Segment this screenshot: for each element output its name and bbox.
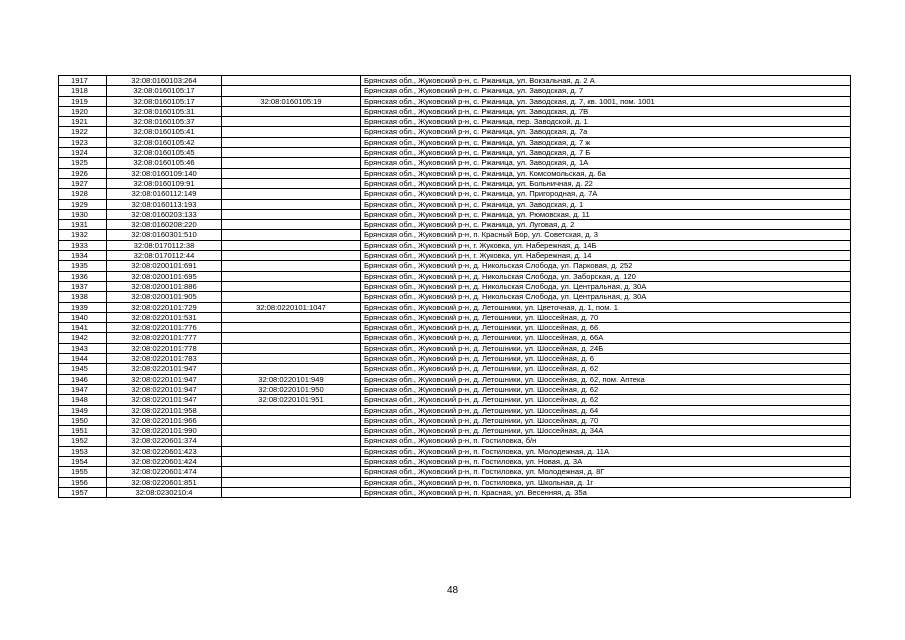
address-cell: Брянская обл., Жуковский р-н, д. Летошники, ул. Цветочная, д. 1, пом. 1 (361, 302, 851, 312)
table-row (59, 158, 851, 168)
row-number-cell: 1936 (59, 271, 107, 281)
sub-cadastral-number-cell: 32:08:0220101:1047 (222, 302, 361, 312)
address-cell: Брянская обл., Жуковский р-н, с. Ржаница, пер. Заводской, д. 1 (361, 117, 851, 127)
row-number-cell: 1931 (59, 220, 107, 230)
row-number-cell: 1922 (59, 127, 107, 137)
sub-cadastral-number-cell (222, 354, 361, 364)
cadastral-number-cell: 32:08:0220101:947 (107, 374, 222, 384)
address-cell: Брянская обл., Жуковский р-н, с. Ржаница, ул. Больничная, д. 22 (361, 178, 851, 188)
table-row (59, 281, 851, 291)
table-row (59, 374, 851, 384)
table-row (59, 384, 851, 394)
cadastral-number-cell: 32:08:0220101:778 (107, 343, 222, 353)
cadastral-number-cell: 32:08:0160105:42 (107, 137, 222, 147)
table-row (59, 199, 851, 209)
cadastral-number-cell: 32:08:0220601:423 (107, 446, 222, 456)
sub-cadastral-number-cell (222, 446, 361, 456)
cadastral-number-cell: 32:08:0160112:149 (107, 189, 222, 199)
cadastral-number-cell: 32:08:0160105:17 (107, 96, 222, 106)
sub-cadastral-number-cell: 32:08:0160105:19 (222, 96, 361, 106)
row-number-cell: 1923 (59, 137, 107, 147)
table-row (59, 117, 851, 127)
cadastral-number-cell: 32:08:0170112:44 (107, 251, 222, 261)
row-number-cell: 1920 (59, 106, 107, 116)
cadastral-number-cell: 32:08:0160105:45 (107, 148, 222, 158)
sub-cadastral-number-cell (222, 281, 361, 291)
row-number-cell: 1924 (59, 148, 107, 158)
table-row (59, 467, 851, 477)
row-number-cell: 1925 (59, 158, 107, 168)
row-number-cell: 1927 (59, 178, 107, 188)
row-number-cell: 1945 (59, 364, 107, 374)
row-number-cell: 1921 (59, 117, 107, 127)
table-row (59, 96, 851, 106)
row-number-cell: 1928 (59, 189, 107, 199)
address-cell: Брянская обл., Жуковский р-н, с. Ржаница, ул. Комсомольская, д. 6а (361, 168, 851, 178)
row-number-cell: 1953 (59, 446, 107, 456)
cadastral-number-cell: 32:08:0160105:31 (107, 106, 222, 116)
sub-cadastral-number-cell (222, 168, 361, 178)
table-row (59, 354, 851, 364)
sub-cadastral-number-cell (222, 127, 361, 137)
row-number-cell: 1949 (59, 405, 107, 415)
cadastral-number-cell: 32:08:0160113:193 (107, 199, 222, 209)
address-cell: Брянская обл., Жуковский р-н, п. Красный Бор, ул. Советская, д. 3 (361, 230, 851, 240)
cadastral-number-cell: 32:08:0220101:729 (107, 302, 222, 312)
address-cell: Брянская обл., Жуковский р-н, д. Летошники, ул. Шоссейная, д. 62 (361, 395, 851, 405)
cadastral-number-cell: 32:08:0160208:220 (107, 220, 222, 230)
cadastral-number-cell: 32:08:0220101:958 (107, 405, 222, 415)
sub-cadastral-number-cell (222, 292, 361, 302)
sub-cadastral-number-cell (222, 178, 361, 188)
address-cell: Брянская обл., Жуковский р-н, д. Летошники, ул. Шоссейная, д. 62 (361, 364, 851, 374)
sub-cadastral-number-cell (222, 199, 361, 209)
table-row (59, 271, 851, 281)
cadastral-number-cell: 32:08:0220101:990 (107, 426, 222, 436)
cadastral-number-cell: 32:08:0220101:966 (107, 415, 222, 425)
table-row (59, 168, 851, 178)
address-cell: Брянская обл., Жуковский р-н, д. Летошники, ул. Шоссейная, д. 66А (361, 333, 851, 343)
property-table-body (59, 76, 851, 498)
row-number-cell: 1933 (59, 240, 107, 250)
address-cell: Брянская обл., Жуковский р-н, с. Ржаница, ул. Пригородная, д. 7А (361, 189, 851, 199)
row-number-cell: 1932 (59, 230, 107, 240)
table-row (59, 426, 851, 436)
cadastral-number-cell: 32:08:0220101:947 (107, 395, 222, 405)
address-cell: Брянская обл., Жуковский р-н, с. Ржаница, ул. Заводская, д. 7а (361, 127, 851, 137)
row-number-cell: 1938 (59, 292, 107, 302)
address-cell: Брянская обл., Жуковский р-н, с. Ржаница, ул. Заводская, д. 7 ж (361, 137, 851, 147)
table-row (59, 395, 851, 405)
row-number-cell: 1956 (59, 477, 107, 487)
sub-cadastral-number-cell (222, 333, 361, 343)
table-row (59, 230, 851, 240)
sub-cadastral-number-cell (222, 148, 361, 158)
cadastral-number-cell: 32:08:0220101:531 (107, 312, 222, 322)
sub-cadastral-number-cell (222, 312, 361, 322)
row-number-cell: 1919 (59, 96, 107, 106)
cadastral-number-cell: 32:08:0220601:474 (107, 467, 222, 477)
sub-cadastral-number-cell (222, 477, 361, 487)
address-cell: Брянская обл., Жуковский р-н, д. Летошники, ул. Шоссейная, д. 24Б (361, 343, 851, 353)
table-row (59, 405, 851, 415)
address-cell: Брянская обл., Жуковский р-н, д. Летошники, ул. Шоссейная, д. 62, пом. Аптека (361, 374, 851, 384)
cadastral-number-cell: 32:08:0230210:4 (107, 487, 222, 497)
sub-cadastral-number-cell (222, 76, 361, 86)
row-number-cell: 1917 (59, 76, 107, 86)
address-cell: Брянская обл., Жуковский р-н, д. Летошники, ул. Шоссейная, д. 64 (361, 405, 851, 415)
table-row (59, 189, 851, 199)
table-row (59, 343, 851, 353)
address-cell: Брянская обл., Жуковский р-н, г. Жуковка, ул. Набережная, д. 14Б (361, 240, 851, 250)
sub-cadastral-number-cell: 32:08:0220101:951 (222, 395, 361, 405)
address-cell: Брянская обл., Жуковский р-н, д. Летошники, ул. Шоссейная, д. 62 (361, 384, 851, 394)
cadastral-number-cell: 32:08:0170112:38 (107, 240, 222, 250)
table-row (59, 261, 851, 271)
table-row (59, 178, 851, 188)
table-row (59, 323, 851, 333)
row-number-cell: 1918 (59, 86, 107, 96)
cadastral-number-cell: 32:08:0160109:91 (107, 178, 222, 188)
table-row (59, 137, 851, 147)
table-row (59, 220, 851, 230)
cadastral-number-cell: 32:08:0160109:140 (107, 168, 222, 178)
address-cell: Брянская обл., Жуковский р-н, д. Никольская Слобода, ул. Центральная, д. 30А (361, 292, 851, 302)
cadastral-number-cell: 32:08:0220101:777 (107, 333, 222, 343)
address-cell: Брянская обл., Жуковский р-н, с. Ржаница, ул. Заводская, д. 7 Б (361, 148, 851, 158)
cadastral-number-cell: 32:08:0200101:886 (107, 281, 222, 291)
row-number-cell: 1957 (59, 487, 107, 497)
address-cell: Брянская обл., Жуковский р-н, с. Ржаница, ул. Рюмовская, д. 11 (361, 209, 851, 219)
sub-cadastral-number-cell (222, 86, 361, 96)
sub-cadastral-number-cell (222, 261, 361, 271)
table-row (59, 333, 851, 343)
cadastral-number-cell: 32:08:0220101:776 (107, 323, 222, 333)
cadastral-number-cell: 32:08:0220601:424 (107, 456, 222, 466)
row-number-cell: 1930 (59, 209, 107, 219)
sub-cadastral-number-cell (222, 220, 361, 230)
cadastral-number-cell: 32:08:0160301:510 (107, 230, 222, 240)
address-cell: Брянская обл., Жуковский р-н, п. Гостиловка, ул. Молодежная, д. 11А (361, 446, 851, 456)
cadastral-number-cell: 32:08:0220601:374 (107, 436, 222, 446)
cadastral-number-cell: 32:08:0160203:133 (107, 209, 222, 219)
table-row (59, 477, 851, 487)
row-number-cell: 1948 (59, 395, 107, 405)
row-number-cell: 1954 (59, 456, 107, 466)
row-number-cell: 1941 (59, 323, 107, 333)
sub-cadastral-number-cell (222, 106, 361, 116)
sub-cadastral-number-cell (222, 364, 361, 374)
table-row (59, 148, 851, 158)
row-number-cell: 1952 (59, 436, 107, 446)
row-number-cell: 1934 (59, 251, 107, 261)
address-cell: Брянская обл., Жуковский р-н, д. Летошники, ул. Шоссейная, д. 6 (361, 354, 851, 364)
row-number-cell: 1940 (59, 312, 107, 322)
row-number-cell: 1929 (59, 199, 107, 209)
address-cell: Брянская обл., Жуковский р-н, г. Жуковка, ул. Набережная, д. 14 (361, 251, 851, 261)
address-cell: Брянская обл., Жуковский р-н, с. Ржаница, ул. Заводская, д. 1А (361, 158, 851, 168)
row-number-cell: 1947 (59, 384, 107, 394)
sub-cadastral-number-cell (222, 240, 361, 250)
sub-cadastral-number-cell (222, 271, 361, 281)
sub-cadastral-number-cell (222, 209, 361, 219)
cadastral-number-cell: 32:08:0160105:17 (107, 86, 222, 96)
address-cell: Брянская обл., Жуковский р-н, д. Никольская Слобода, ул. Парковая, д. 252 (361, 261, 851, 271)
address-cell: Брянская обл., Жуковский р-н, д. Летошники, ул. Шоссейная, д. 70 (361, 312, 851, 322)
row-number-cell: 1944 (59, 354, 107, 364)
table-row (59, 76, 851, 86)
sub-cadastral-number-cell (222, 251, 361, 261)
row-number-cell: 1951 (59, 426, 107, 436)
table-row (59, 487, 851, 497)
row-number-cell: 1939 (59, 302, 107, 312)
sub-cadastral-number-cell (222, 137, 361, 147)
table-row (59, 209, 851, 219)
address-cell: Брянская обл., Жуковский р-н, п. Гостиловка, ул. Школьная, д. 1г (361, 477, 851, 487)
cadastral-number-cell: 32:08:0160105:41 (107, 127, 222, 137)
row-number-cell: 1946 (59, 374, 107, 384)
table-row (59, 364, 851, 374)
sub-cadastral-number-cell (222, 415, 361, 425)
row-number-cell: 1950 (59, 415, 107, 425)
sub-cadastral-number-cell (222, 343, 361, 353)
table-row (59, 106, 851, 116)
address-cell: Брянская обл., Жуковский р-н, п. Гостиловка, ул. Новая, д. 3А (361, 456, 851, 466)
row-number-cell: 1926 (59, 168, 107, 178)
cadastral-number-cell: 32:08:0220101:783 (107, 354, 222, 364)
row-number-cell: 1943 (59, 343, 107, 353)
table-row (59, 292, 851, 302)
cadastral-number-cell: 32:08:0160105:46 (107, 158, 222, 168)
row-number-cell: 1937 (59, 281, 107, 291)
cadastral-number-cell: 32:08:0200101:695 (107, 271, 222, 281)
table-row (59, 302, 851, 312)
sub-cadastral-number-cell (222, 436, 361, 446)
table-row (59, 456, 851, 466)
address-cell: Брянская обл., Жуковский р-н, д. Никольская Слобода, ул. Центральная, д. 30А (361, 281, 851, 291)
address-cell: Брянская обл., Жуковский р-н, д. Летошники, ул. Шоссейная, д. 66 (361, 323, 851, 333)
table-row (59, 446, 851, 456)
address-cell: Брянская обл., Жуковский р-н, п. Красная, ул. Весенняя, д. 35а (361, 487, 851, 497)
address-cell: Брянская обл., Жуковский р-н, д. Никольская Слобода, ул. Заборская, д. 120 (361, 271, 851, 281)
property-table (58, 75, 851, 498)
cadastral-number-cell: 32:08:0160103:264 (107, 76, 222, 86)
address-cell: Брянская обл., Жуковский р-н, п. Гостиловка, ул. Молодежная, д. 8Г (361, 467, 851, 477)
sub-cadastral-number-cell: 32:08:0220101:949 (222, 374, 361, 384)
row-number-cell: 1935 (59, 261, 107, 271)
address-cell: Брянская обл., Жуковский р-н, п. Гостиловка, б/н (361, 436, 851, 446)
address-cell: Брянская обл., Жуковский р-н, с. Ржаница, ул. Заводская, д. 1 (361, 199, 851, 209)
address-cell: Брянская обл., Жуковский р-н, с. Ржаница, ул. Заводская, д. 7 (361, 86, 851, 96)
sub-cadastral-number-cell (222, 426, 361, 436)
cadastral-number-cell: 32:08:0220601:851 (107, 477, 222, 487)
address-cell: Брянская обл., Жуковский р-н, с. Ржаница, ул. Заводская, д. 7В (361, 106, 851, 116)
sub-cadastral-number-cell (222, 467, 361, 477)
address-cell: Брянская обл., Жуковский р-н, с. Ржаница, ул. Луговая, д. 2 (361, 220, 851, 230)
sub-cadastral-number-cell (222, 117, 361, 127)
table-row (59, 312, 851, 322)
row-number-cell: 1955 (59, 467, 107, 477)
sub-cadastral-number-cell (222, 487, 361, 497)
sub-cadastral-number-cell: 32:08:0220101:950 (222, 384, 361, 394)
sub-cadastral-number-cell (222, 456, 361, 466)
sub-cadastral-number-cell (222, 189, 361, 199)
address-cell: Брянская обл., Жуковский р-н, с. Ржаница, ул. Вокзальная, д. 2 А (361, 76, 851, 86)
sub-cadastral-number-cell (222, 323, 361, 333)
address-cell: Брянская обл., Жуковский р-н, д. Летошники, ул. Шоссейная, д. 34А (361, 426, 851, 436)
cadastral-number-cell: 32:08:0220101:947 (107, 364, 222, 374)
table-row (59, 240, 851, 250)
sub-cadastral-number-cell (222, 230, 361, 240)
cadastral-number-cell: 32:08:0160105:37 (107, 117, 222, 127)
address-cell: Брянская обл., Жуковский р-н, д. Летошники, ул. Шоссейная, д. 70 (361, 415, 851, 425)
cadastral-number-cell: 32:08:0220101:947 (107, 384, 222, 394)
table-row (59, 436, 851, 446)
page-number: 48 (446, 585, 459, 596)
sub-cadastral-number-cell (222, 158, 361, 168)
row-number-cell: 1942 (59, 333, 107, 343)
table-row (59, 415, 851, 425)
table-row (59, 251, 851, 261)
table-row (59, 127, 851, 137)
cadastral-number-cell: 32:08:0200101:691 (107, 261, 222, 271)
cadastral-number-cell: 32:08:0200101:905 (107, 292, 222, 302)
table-row (59, 86, 851, 96)
sub-cadastral-number-cell (222, 405, 361, 415)
address-cell: Брянская обл., Жуковский р-н, с. Ржаница, ул. Заводская, д. 7, кв. 1001, пом. 1001 (361, 96, 851, 106)
